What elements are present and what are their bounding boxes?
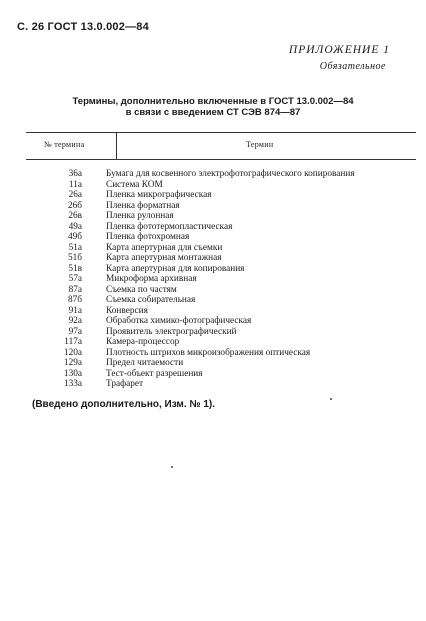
term-number: 11а [68, 179, 82, 190]
term-number: 92а [68, 316, 82, 326]
table-row [30, 211, 410, 222]
term-number: 36а [68, 169, 82, 179]
table-row [30, 285, 410, 296]
term-number: 91а [68, 305, 82, 316]
term-number: 120а [63, 347, 82, 358]
stray-mark [330, 398, 332, 400]
table-row [30, 295, 410, 306]
term-number: 26а [68, 190, 82, 200]
term-name: Съемка собирательная [106, 295, 196, 305]
table-row [30, 274, 410, 285]
term-name: Пленка фотохромная [106, 232, 190, 242]
document-title [0, 96, 426, 118]
term-name: Пленка форматная [106, 200, 180, 211]
term-name: Обработка химико-фотографическая [106, 316, 252, 326]
term-number: 51в [68, 263, 82, 274]
table-row [30, 169, 410, 180]
table-row [30, 253, 410, 264]
table-row [30, 306, 410, 317]
term-number: 26в [68, 211, 82, 221]
table-row [30, 190, 410, 201]
term-number: 49б [67, 232, 82, 242]
term-name: Пленка фототермопластическая [106, 221, 233, 232]
title-line-1: Термины, дополнительно включенные в ГОСТ 13.0.002—84 [72, 96, 354, 107]
page-header-reference: С. 26 ГОСТ 13.0.002—84 [17, 21, 149, 33]
terms-table-body [30, 169, 410, 390]
term-number: 133а [63, 379, 82, 389]
term-name: Микроформа архивная [106, 274, 197, 284]
table-row [30, 337, 410, 348]
term-number: 26б [67, 200, 82, 211]
term-name: Тест-объект разрешения [106, 368, 203, 379]
term-number: 87а [68, 284, 82, 295]
table-row [30, 243, 410, 254]
table-row [30, 264, 410, 275]
table-row [30, 316, 410, 327]
table-row [30, 327, 410, 338]
term-number: 129а [63, 358, 82, 368]
table-row [30, 358, 410, 369]
term-name: Плотность штрихов микроизображения оптическая [106, 347, 311, 358]
term-number: 87б [67, 295, 82, 305]
term-number: 51а [68, 242, 82, 253]
table-top-rule [26, 132, 416, 133]
term-name: Пленка рулонная [106, 211, 174, 221]
stray-mark [171, 466, 173, 468]
term-name: Трафарет [106, 379, 144, 389]
term-name: Проявитель электрографический [106, 326, 237, 337]
term-number: 51б [67, 253, 82, 263]
table-header-rule [26, 159, 416, 160]
term-name: Карта апертурная монтажная [106, 253, 222, 263]
term-number: 49а [68, 221, 82, 232]
term-name: Бумага для косвенного электрофотографического копирования [106, 169, 355, 179]
table-row [30, 379, 410, 390]
term-number: 130а [63, 368, 82, 379]
term-name: Конверсия [106, 305, 148, 316]
term-number: 117а [64, 337, 82, 347]
title-line-2: в связи с введением СТ СЭВ 874—87 [125, 107, 301, 118]
table-row [30, 369, 410, 380]
table-row [30, 222, 410, 233]
amendment-note: (Введено дополнительно, Изм. № 1). [32, 399, 215, 410]
appendix-status: Обязательное [319, 61, 386, 72]
term-name: Предел читаемости [106, 358, 184, 368]
term-name: Система КОМ [106, 179, 163, 190]
term-name: Карта апертурная для съемки [106, 242, 223, 253]
term-name: Камера-процессор [106, 337, 180, 347]
term-name: Карта апертурная для копирования [106, 263, 245, 274]
appendix-title: ПРИЛОЖЕНИЕ 1 [288, 44, 390, 56]
table-row [30, 180, 410, 191]
term-number: 57а [68, 274, 82, 284]
term-name: Пленка микрографическая [106, 190, 212, 200]
table-row [30, 232, 410, 243]
column-header-term: Термин [246, 140, 274, 149]
table-column-divider [116, 133, 117, 159]
table-row [30, 348, 410, 359]
column-header-number: № термина [44, 140, 85, 149]
table-row [30, 201, 410, 212]
term-number: 97а [68, 326, 82, 337]
term-name: Съемка по частям [106, 284, 177, 295]
